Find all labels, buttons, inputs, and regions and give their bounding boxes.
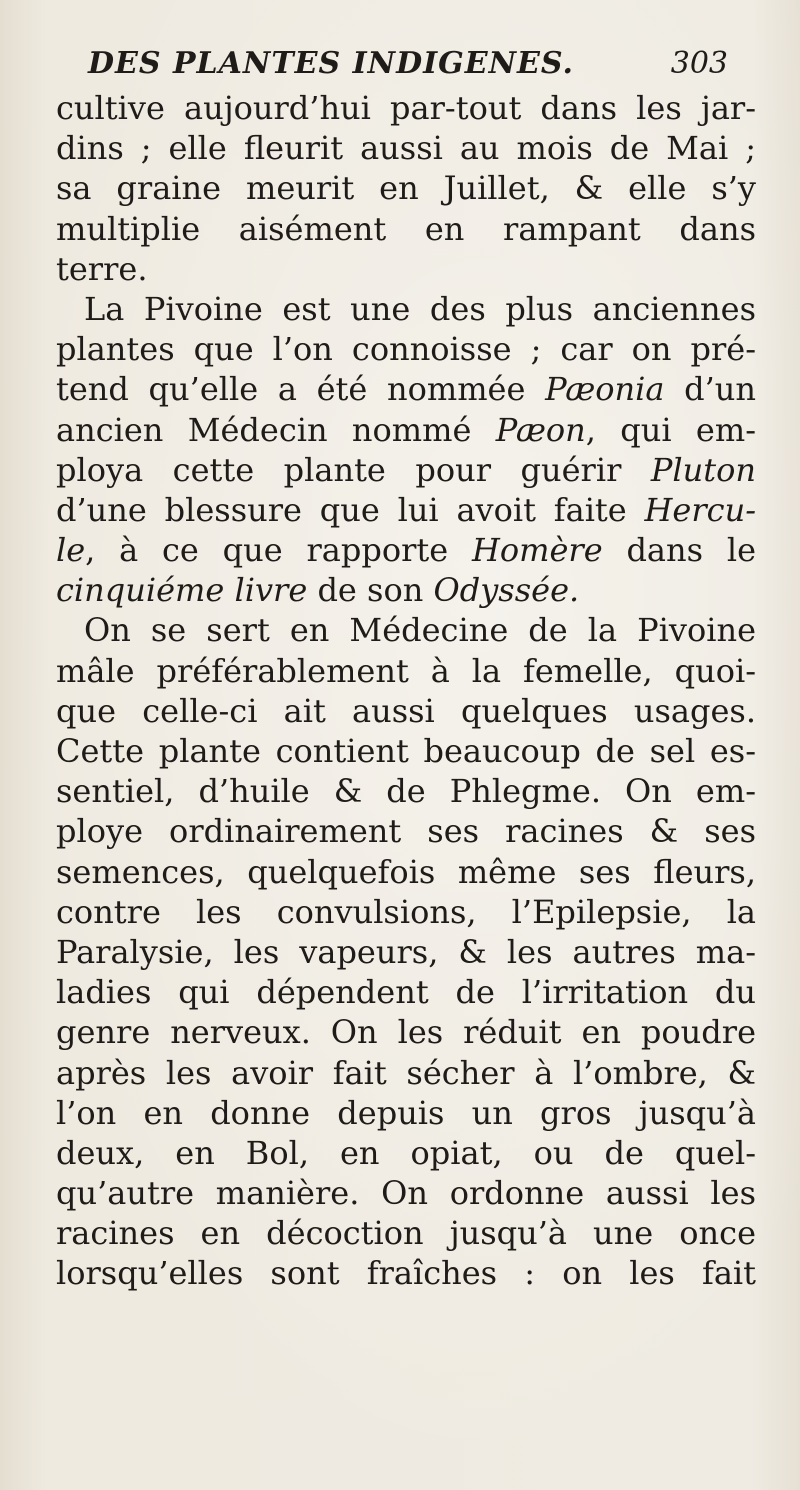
text-segment: que celle-ci ait aussi quelques usages. bbox=[56, 691, 756, 730]
text-segment: La Pivoine est une des plus anciennes bbox=[84, 289, 756, 328]
italic-text: Pæon bbox=[495, 410, 586, 449]
text-line bbox=[56, 1213, 756, 1253]
text-segment: On se sert en Médecine de la Pivoine bbox=[84, 611, 756, 650]
text-segment: multiplie aisément en rampant dans bbox=[56, 209, 756, 248]
text-segment: de son bbox=[307, 571, 434, 610]
text-line bbox=[56, 329, 756, 369]
text-line bbox=[56, 1053, 756, 1093]
text-segment: lorsqu’elles sont fraîches : on les fait bbox=[56, 1254, 756, 1293]
text-segment: Paralysie, les vapeurs, & les autres ma- bbox=[56, 932, 756, 971]
text-line bbox=[56, 1253, 756, 1293]
italic-text: Homère bbox=[471, 531, 603, 570]
text-segment: cultive aujourd’hui par-tout dans les jar- bbox=[56, 89, 756, 127]
text-segment: sentiel, d’huile & de Phlegme. On em- bbox=[56, 772, 756, 811]
text-line bbox=[56, 168, 756, 208]
text-line bbox=[56, 530, 756, 570]
text-segment: dins ; elle fleurit aussi au mois de Mai ; bbox=[56, 129, 756, 168]
text-segment: plantes que l’on connoisse ; car on pré- bbox=[56, 330, 756, 369]
text-segment: genre nerveux. On les réduit en poudre bbox=[56, 1013, 756, 1052]
text-line bbox=[56, 1133, 756, 1173]
text-line bbox=[56, 570, 756, 610]
text-segment: ploye ordinairement ses racines & ses bbox=[56, 812, 756, 851]
text-segment: qu’autre manière. On ordonne aussi les bbox=[56, 1174, 756, 1213]
text-line bbox=[56, 1012, 756, 1052]
text-segment: ploya cette plante pour guérir bbox=[56, 450, 651, 489]
text-line bbox=[56, 249, 756, 289]
text-segment: tend qu’elle a été nommée bbox=[56, 370, 546, 409]
text-segment: l’on en donne depuis un gros jusqu’à bbox=[56, 1093, 756, 1132]
text-line bbox=[56, 771, 756, 811]
text-segment: sa graine meurit en Juillet, & elle s’y bbox=[56, 169, 756, 208]
text-line bbox=[56, 731, 756, 771]
text-segment: deux, en Bol, en opiat, ou de quel- bbox=[56, 1133, 756, 1172]
text-segment: ancien Médecin nommé bbox=[56, 410, 496, 449]
body-text bbox=[56, 88, 756, 1294]
text-line bbox=[56, 651, 756, 691]
text-segment: mâle préférablement à la femelle, quoi- bbox=[56, 651, 756, 690]
text-line bbox=[56, 932, 756, 972]
text-line bbox=[56, 852, 756, 892]
text-line bbox=[56, 289, 756, 329]
text-line bbox=[56, 450, 756, 490]
text-segment: d’une blessure que lui avoit faite bbox=[56, 490, 645, 529]
text-line bbox=[56, 1093, 756, 1133]
text-line bbox=[56, 410, 756, 450]
text-line bbox=[56, 88, 756, 128]
italic-text: le bbox=[56, 531, 86, 570]
text-line bbox=[56, 691, 756, 731]
text-line bbox=[56, 369, 756, 409]
text-segment: racines en décoction jusqu’à une once bbox=[56, 1214, 756, 1253]
italic-text: cinquiéme livre bbox=[56, 571, 308, 610]
text-segment: après les avoir fait sécher à l’ombre, & bbox=[56, 1053, 756, 1092]
text-segment: , qui em- bbox=[585, 410, 757, 449]
text-segment: dans le bbox=[602, 531, 757, 570]
text-segment: ladies qui dépendent de l’irritation du bbox=[56, 973, 756, 1012]
page-header bbox=[88, 42, 728, 88]
text-line bbox=[56, 610, 756, 650]
text-line bbox=[56, 1173, 756, 1213]
text-segment: , à ce que rapporte bbox=[85, 531, 472, 570]
text-segment: Cette plante contient beaucoup de sel es- bbox=[56, 732, 756, 770]
italic-text: Pæonia bbox=[545, 370, 665, 409]
text-segment: d’un bbox=[664, 370, 757, 409]
text-line bbox=[56, 128, 756, 168]
italic-text: Odyssée. bbox=[433, 571, 580, 610]
text-segment: contre les convulsions, l’Epilepsie, la bbox=[56, 892, 756, 931]
text-line bbox=[56, 892, 756, 932]
page-number: 303 bbox=[670, 46, 728, 81]
text-line bbox=[56, 972, 756, 1012]
text-line bbox=[56, 811, 756, 851]
text-segment: semences, quelquefois même ses fleurs, bbox=[56, 852, 756, 891]
italic-text: Pluton bbox=[650, 450, 756, 489]
text-segment: terre. bbox=[56, 249, 148, 288]
running-title: DES PLANTES INDIGENES. bbox=[88, 46, 574, 81]
text-line bbox=[56, 209, 756, 249]
italic-text: Hercu- bbox=[644, 490, 756, 529]
text-line bbox=[56, 490, 756, 530]
